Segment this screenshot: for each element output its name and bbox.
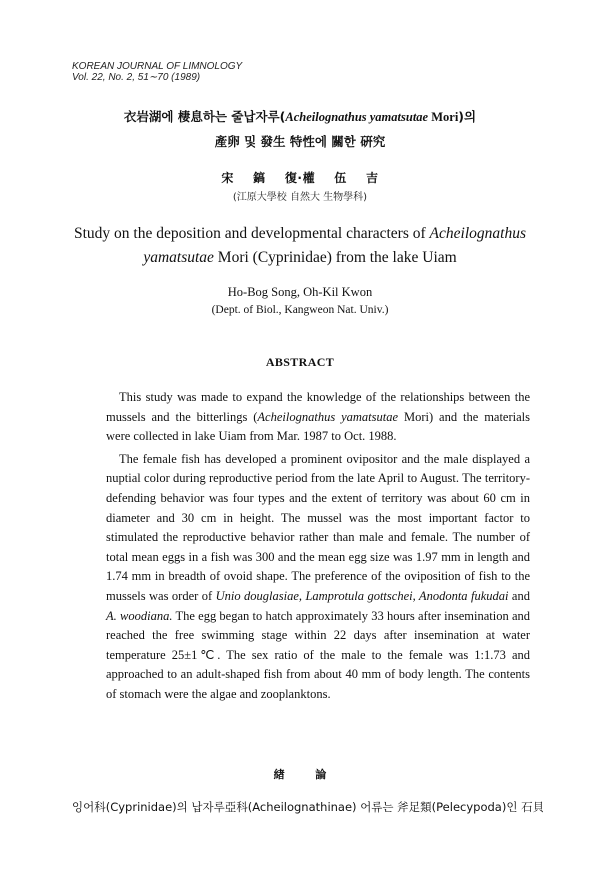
english-title-genus: Acheilognathus xyxy=(429,225,526,242)
korean-authors: 宋 鎬 復·權 伍 吉 xyxy=(221,171,379,185)
korean-title-line2: 產卵 및 發生 特性에 關한 硏究 xyxy=(214,134,386,149)
abstract-p2-and: and xyxy=(508,588,530,603)
korean-title-prefix: 衣岩湖에 棲息하는 줄납자루( xyxy=(123,109,286,124)
korean-title-suffix: )의 xyxy=(458,109,477,124)
english-title-species: yamatsutae xyxy=(143,249,214,266)
abstract-p1-species: Acheilognathus yamatsutae xyxy=(257,409,399,424)
abstract-p2-text-b: The egg began to hatch approximately 33 hours after insemination and reached the free swimming stage within 22 days after insemination at water temperature 25±1℃. The sex ratio of the male to the female was 1:1.73 and approached to an adult-shaped fish from about 40 mm of body length. The contents of stomach were the algae and zooplanktons. xyxy=(106,608,531,701)
abstract-p1-text-a: This study was made to expand the knowledge of the relationships between the mussels and the bitterlings ( xyxy=(106,390,530,424)
korean-affiliation: (江原大學校 自然大 生物學科) xyxy=(232,192,368,203)
abstract-paragraph-2 xyxy=(106,450,530,705)
korean-title-author: Mori xyxy=(428,110,459,124)
english-title-part2: Mori (Cyprinidae) from the lake Uiam xyxy=(213,249,457,266)
english-title xyxy=(60,222,540,270)
journal-volume: Vol. 22, No. 2, 51∼70 (1989) xyxy=(72,72,201,83)
english-title-part1: Study on the deposition and developmental characters of xyxy=(74,225,430,242)
introduction-first-line: 잉어科(Cyprinidae)의 납자루亞科(Acheilognathinae) 어류는 斧足類(Pelecypoda)인 石貝 xyxy=(72,800,545,814)
abstract-p2-mussel-species-2: A. woodiana. xyxy=(106,608,173,623)
abstract-heading: ABSTRACT xyxy=(265,355,335,369)
journal-header xyxy=(72,61,242,83)
section-heading-introduction: 緖 論 xyxy=(273,768,327,781)
korean-title-species: Acheilognathus yamatsutae xyxy=(285,110,429,124)
korean-title-line1 xyxy=(0,107,600,125)
abstract-p2-text-a: The female fish has developed a prominent ovipositor and the male displayed a nuptial color during reproductive period from the late April to August. The territory-defending behavior was four types and the extent of territory was about 60 cm in diameter and 30 cm in height. The mussel was the most important factor to stimulated the reproductive behavior rather than male and female. The number of total mean eggs in a fish was 300 and the mean egg size was 1.97 mm in length and 1.74 mm in breadth of ovoid shape. The preference of the oviposition of fish to the mussels was order of xyxy=(106,451,530,603)
abstract-p1-text-b: Mori) and the materials were collected in lake Uiam from Mar. 1987 to Oct. 1988. xyxy=(106,409,531,444)
english-affiliation: (Dept. of Biol., Kangweon Nat. Univ.) xyxy=(211,304,389,316)
abstract-p2-mussel-species: Unio douglasiae, Lamprotula gottschei, Anodonta fukudai xyxy=(215,588,509,603)
journal-name: KOREAN JOURNAL OF LIMNOLOGY xyxy=(72,61,243,72)
english-authors: Ho-Bog Song, Oh-Kil Kwon xyxy=(227,285,373,299)
abstract-paragraph-1 xyxy=(106,388,530,447)
abstract-body xyxy=(106,388,530,708)
